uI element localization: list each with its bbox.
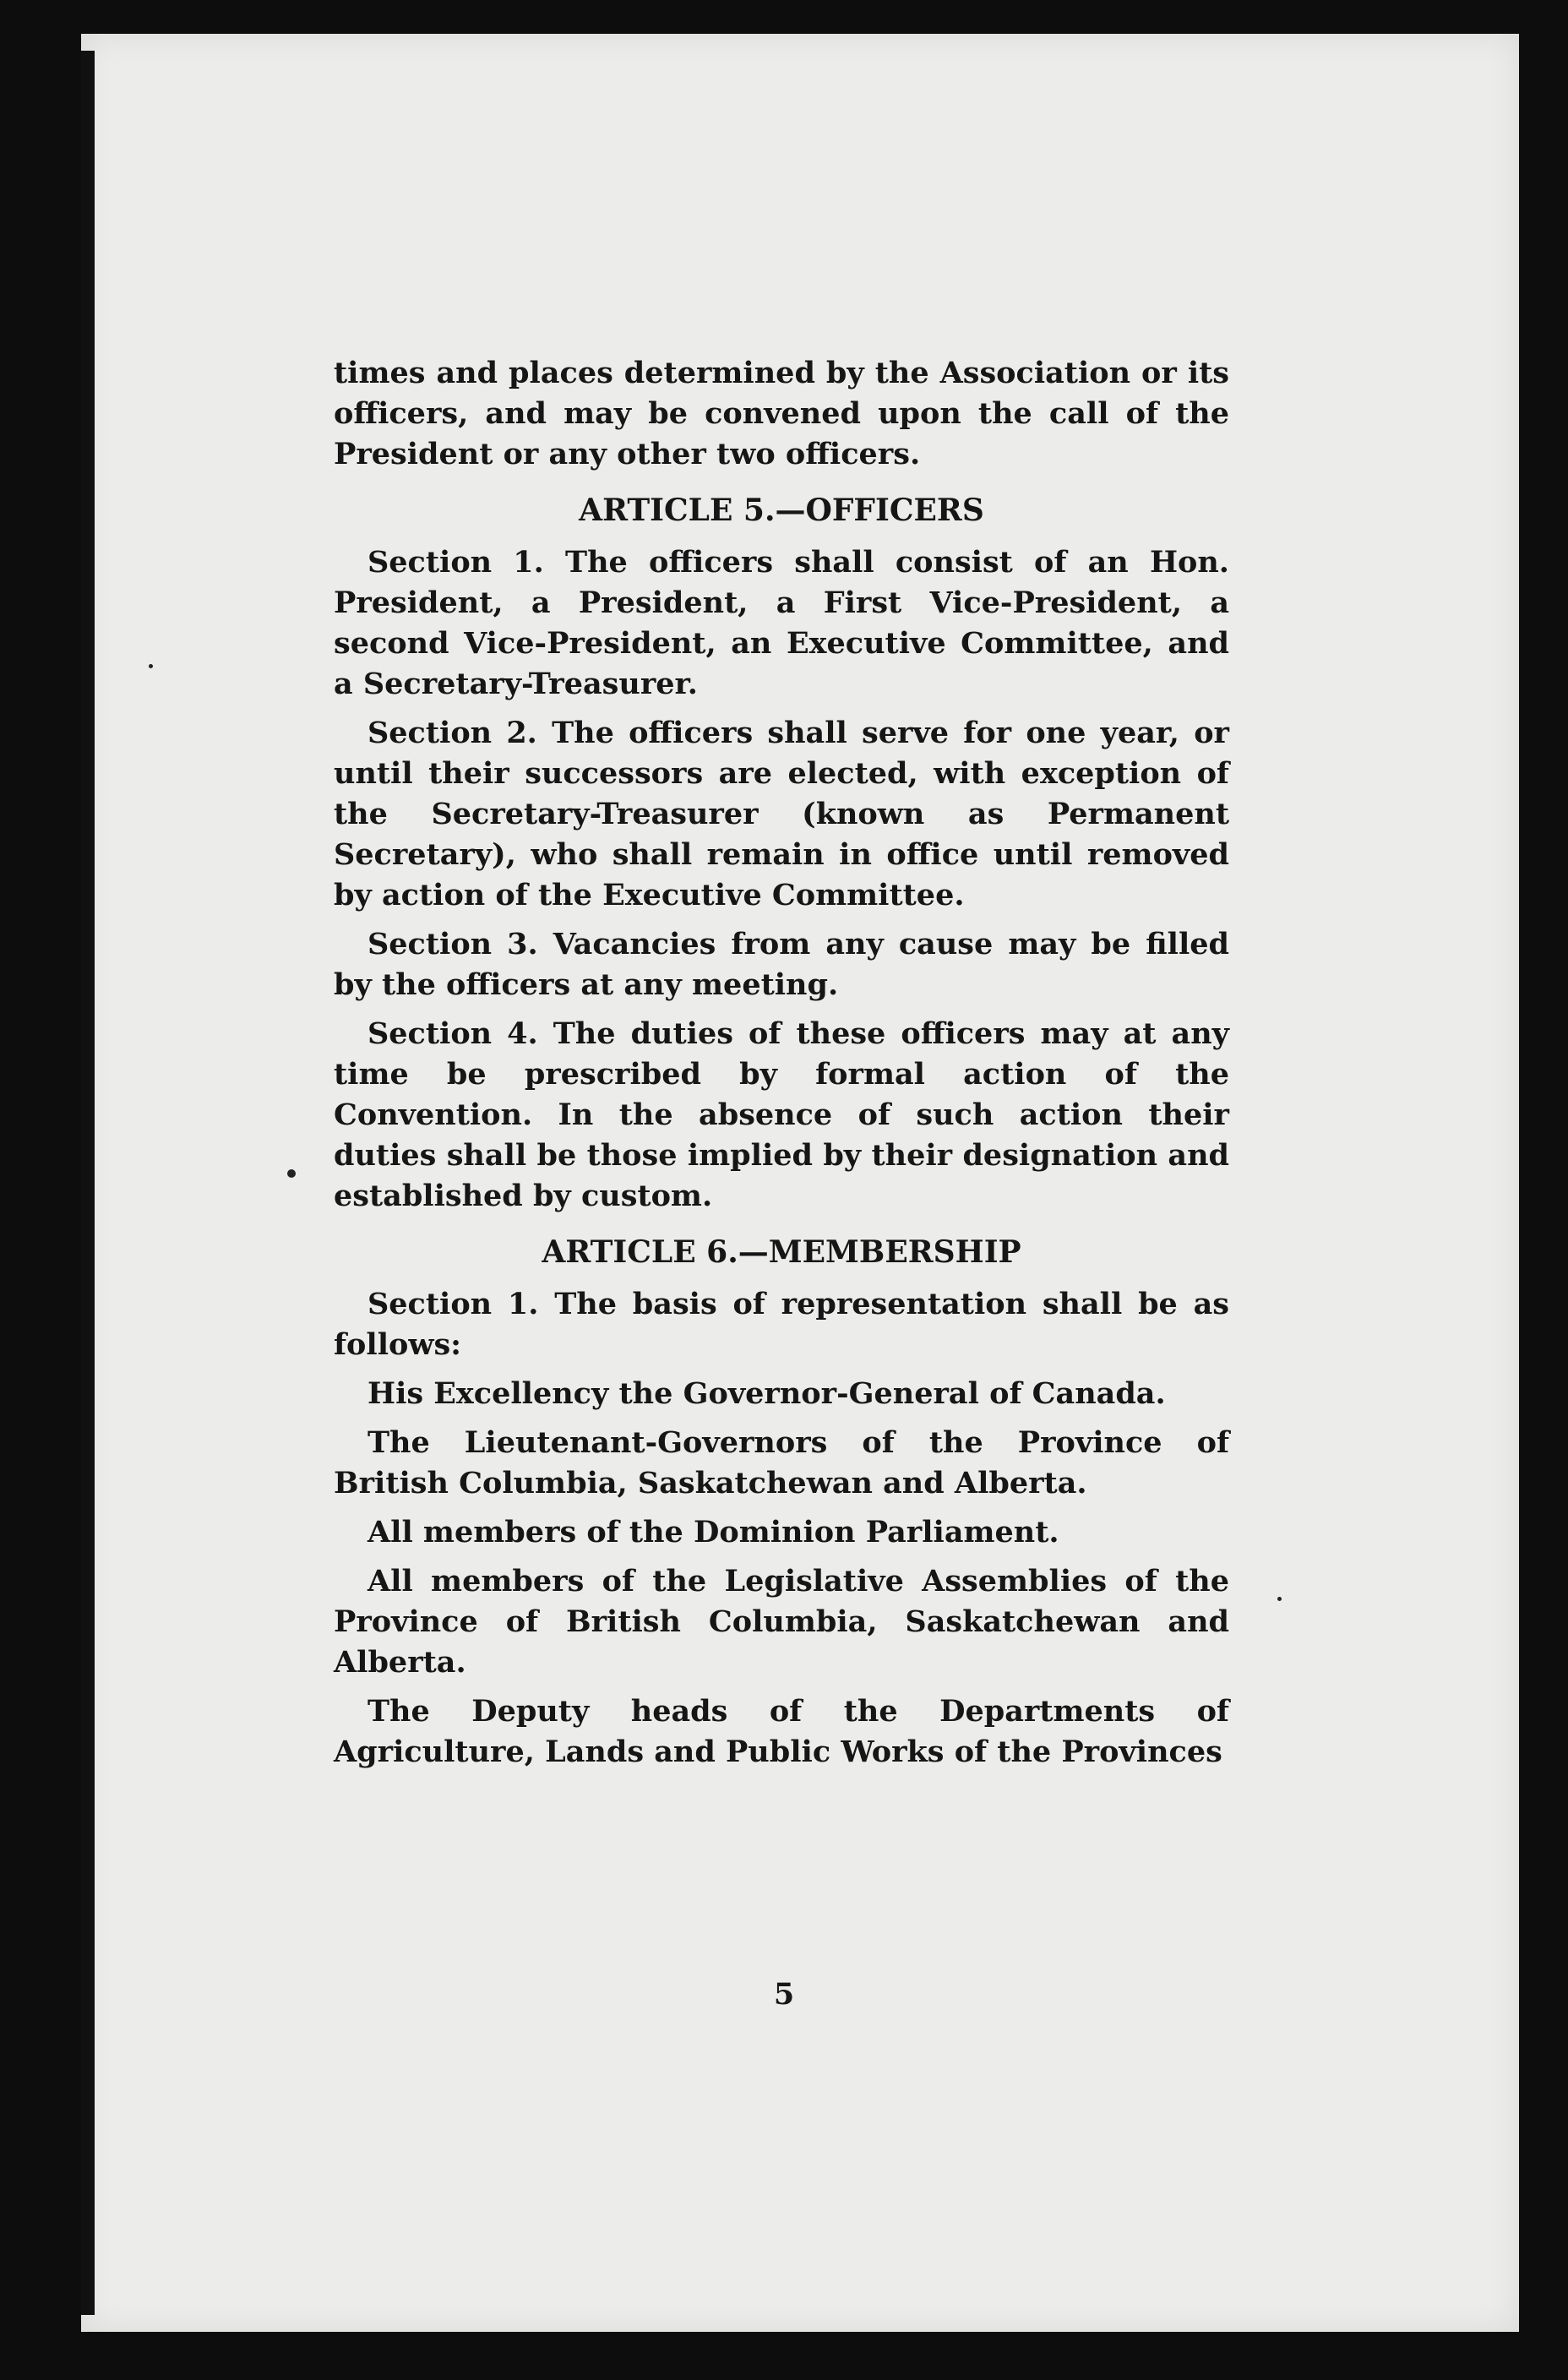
membership-legislative-assemblies: All members of the Legislative Assemblies of the Province of British Columbia, Saskatchewan and Alberta.	[334, 1564, 1229, 1680]
article-5-section-1: Section 1. The officers shall consist of an Hon. President, a President, a First Vice-President, a second Vice-President, an Executive Committee, and a Secretary-Treasurer.	[334, 545, 1229, 701]
article-6-section-1: Section 1. The basis of representation shall be as follows:	[334, 1287, 1229, 1362]
membership-deputy-heads: The Deputy heads of the Departments of Agriculture, Lands and Public Works of the Provinces	[334, 1694, 1229, 1769]
page-body	[334, 353, 1229, 1781]
membership-dominion-parliament: All members of the Dominion Parliament.	[368, 1515, 1059, 1549]
print-speck	[149, 664, 153, 668]
membership-lieutenant-governors: The Lieutenant-Governors of the Province of British Columbia, Saskatchewan and Alberta.	[334, 1425, 1229, 1500]
continued-paragraph: times and places determined by the Association or its officers, and may be convened upon the call of the President or any other two officers.	[334, 356, 1229, 471]
article-5-section-2: Section 2. The officers shall serve for one year, or until their successors are elected, with exception of the Secretary-Treasurer (known as Permanent Secretary), who shall remain in office until removed by action of the Executive Committee.	[334, 716, 1229, 912]
article-5-section-4: Section 4. The duties of these officers may at any time be prescribed by formal action of the Convention. In the absence of such action their duties shall be those implied by their designation and established by custom.	[334, 1016, 1229, 1213]
article-6-heading: ARTICLE 6.—MEMBERSHIP	[542, 1234, 1021, 1270]
page-edge-shadow	[81, 51, 95, 2315]
print-speck	[287, 1169, 296, 1178]
membership-governor-general: His Excellency the Governor-General of Canada.	[368, 1376, 1166, 1411]
page-number: 5	[773, 1977, 795, 2012]
article-5-section-3: Section 3. Vacancies from any cause may be filled by the officers at any meeting.	[334, 927, 1229, 1002]
print-speck	[1277, 1597, 1282, 1601]
article-5-heading: ARTICLE 5.—OFFICERS	[579, 493, 984, 528]
